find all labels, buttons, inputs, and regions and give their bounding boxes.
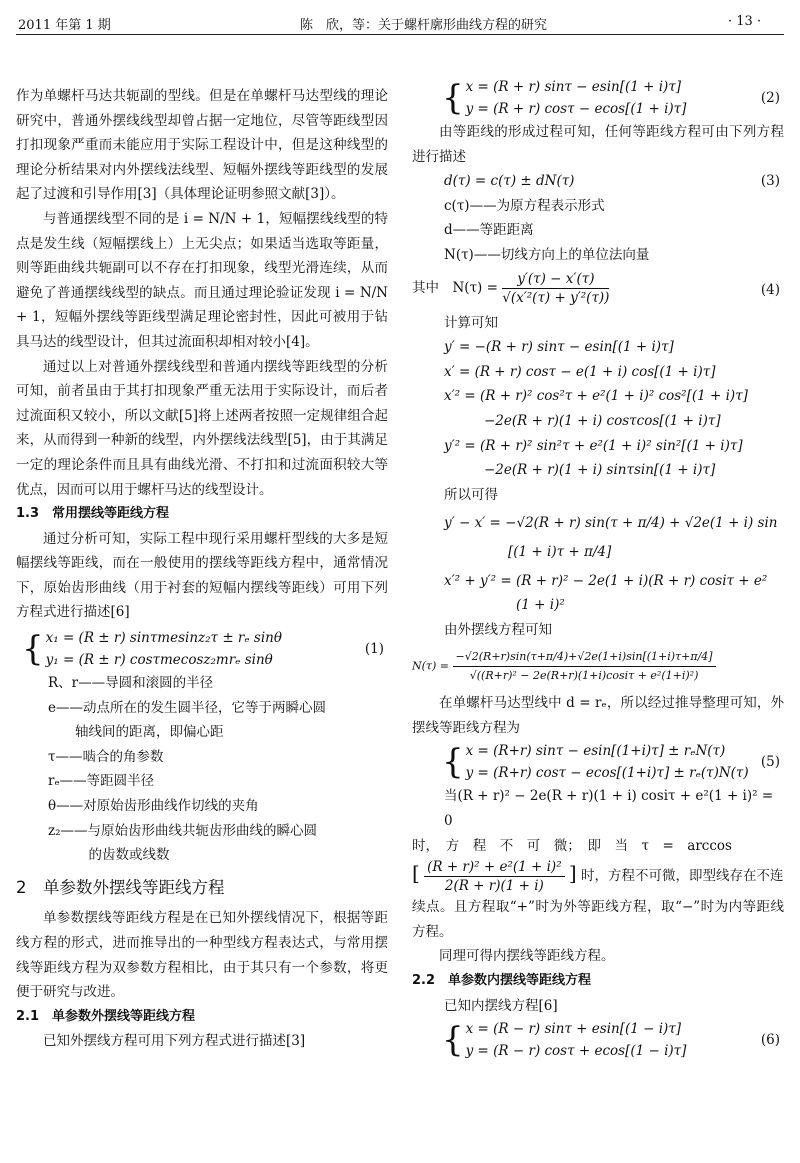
section-heading-2: 2 单参数外摆线等距线方程 xyxy=(16,877,225,897)
equation-2 xyxy=(442,76,784,120)
definition: θ——对原始齿形曲线作切线的夹角 xyxy=(48,798,259,815)
symbol-definitions xyxy=(412,194,784,268)
equation-4 xyxy=(412,270,784,307)
derivation-line: (1 + i)² xyxy=(516,597,565,614)
numerator: (R + r)² + e²(1 + i)² xyxy=(424,858,565,877)
symbol-definitions xyxy=(16,671,388,868)
condition-line: 时， 方 程 不 可 微； 即 当 τ = arccos xyxy=(412,837,732,854)
brace: { xyxy=(22,629,44,670)
definition: R、r——导圆和滚圆的半径 xyxy=(48,675,214,692)
condition-text: 时，方程不可微，即型线存在不连 xyxy=(581,868,784,885)
derivation-line: y′ = −(R + r) sinτ − esin[(1 + i)τ] xyxy=(444,339,674,356)
label: 计算可知 xyxy=(444,314,498,331)
label: 由外摆线方程可知 xyxy=(444,621,552,638)
journal-issue: 2011 年第 1 期 xyxy=(18,18,111,33)
brace: { xyxy=(442,78,464,118)
section-heading-2-1: 2.1 单参数外摆线等距线方程 xyxy=(16,1008,196,1024)
equation-lead: 其中 N(τ) = xyxy=(412,279,498,296)
paragraph: 单参数摆线等距线方程是在已知外摆线情况下，根据等距线方程的形式，进而推导出的一种型线方程表达式，与常用摆线等距线方程为双参数方程相比，由于其只有一个参数，将更便于研究与改进。 xyxy=(16,910,388,1001)
definition: d——等距距离 xyxy=(444,222,534,239)
definition: N(τ)——切线方向上的单位法向量 xyxy=(444,246,650,263)
equation-line: x = (R+r) sinτ − esin[(1+i)τ] ± rₑN(τ) xyxy=(465,743,726,760)
equation-line: y = (R + r) cosτ − ecos[(1 + i)τ] xyxy=(465,101,687,117)
right-column xyxy=(412,78,784,1062)
paragraph: 通过以上对普通外摆线线型和普通内摆线等距线型的分析可知，前者虽由于其打扣现象严重无法用于实际设计，而后者过流面积又较小，所以文献[5]将上述两者按照一定规律组合起来，从而得到一种新的线型，内外摆线法线型[5]，由于其满足一定的理论条件而且具有曲线光滑、不打扣和过流面积较大等优点，因而可以用于螺杆马达的线型设计。 xyxy=(16,358,388,498)
equation-5 xyxy=(442,740,784,784)
equation-number: (3) xyxy=(760,173,780,190)
equation-number: (2) xyxy=(760,90,780,106)
numerator: y′(τ) − x′(τ) xyxy=(502,270,609,289)
derivation-line: y′² = (R + r)² sin²τ + e²(1 + i)² sin²[(1 + i)τ] xyxy=(444,437,743,454)
derivation-line: y′ − x′ = −√2(R + r) sin(τ + π/4) + √2e(1 + i) sin xyxy=(444,515,778,532)
derivation-line: x′ = (R + r) cosτ − e(1 + i) cos[(1 + i)τ] xyxy=(444,363,716,380)
paragraph: 由等距线的形成过程可知，任何等距线方程可由下列方程进行描述 xyxy=(412,124,784,165)
page-header xyxy=(0,10,800,36)
derivation-line: x′² + y′² = (R + r)² − 2e(1 + i)(R + r) cosiτ + e² xyxy=(444,572,768,589)
paragraph: 已知外摆线方程可用下列方程式进行描述[3] xyxy=(43,1033,306,1050)
paragraph: 在单螺杆马达型线中 d = rₑ，所以经过推导整理可知，外摆线等距线方程为 xyxy=(412,695,784,736)
derivation-line: x′² = (R + r)² cos²τ + e²(1 + i)² cos²[(1 + i)τ] xyxy=(444,388,748,405)
definition: 的齿数或线数 xyxy=(48,847,170,864)
denominator: √(x′²(τ) + y′²(τ)) xyxy=(502,289,610,306)
derivation-line: −2e(R + r)(1 + i) sinτsin[(1 + i)τ] xyxy=(484,462,716,479)
equation-n-tau xyxy=(412,648,784,685)
equation-line: y = (R+r) cosτ − ecos[(1+i)τ] ± rₑ(τ)N(τ) xyxy=(465,765,749,782)
page-number: · 13 · xyxy=(728,14,762,29)
label: 所以可得 xyxy=(444,486,498,503)
fraction xyxy=(502,270,609,307)
definition: c(τ)——为原方程表示形式 xyxy=(444,197,605,214)
definition: τ——啮合的角参数 xyxy=(48,748,164,765)
derivation-line: [(1 + i)τ + π/4] xyxy=(508,543,612,560)
running-title: 陈 欣，等：关于螺杆廓形曲线方程的研究 xyxy=(300,18,548,33)
paragraph: 作为单螺杆马达共轭副的型线。但是在单螺杆马达型线的理论研究中，普通外摆线线型却曾占据一定地位，尽管等距线型因打扣现象严重而未能应用于实际工程设计中，但是这种线型的理论分析结果对内外摆线法线型、短幅外摆线等距线型的发展起了过渡和引导作用[3]（具体理论证明参照文献[3]）。 xyxy=(16,88,388,203)
brace: { xyxy=(442,1020,464,1061)
equation-number: (6) xyxy=(760,1032,780,1049)
bracket: [ xyxy=(412,861,420,886)
equation-line: y₁ = (R ± r) cosτmecosz₂mrₑ sinθ xyxy=(45,652,273,669)
equation-number: (1) xyxy=(364,641,384,658)
definition: rₑ——等距圆半径 xyxy=(48,773,155,790)
equation-number: (5) xyxy=(760,754,780,771)
denominator: 2(R + r)(1 + i) xyxy=(444,878,544,895)
definition: e——动点所在的发生圆半径，它等于两瞬心圆 xyxy=(48,699,326,716)
equation-6 xyxy=(442,1018,784,1062)
definition: 轴线间的距离，即偏心距 xyxy=(48,724,224,741)
equation-3 xyxy=(412,169,784,194)
numerator: −√2(R+r)sin(τ+π/4)+√2e(1+i)sin[(1+i)τ+π/4] xyxy=(453,648,716,667)
section-heading-1-3: 1.3 常用摆线等距线方程 xyxy=(16,506,170,522)
equation-line: x₁ = (R ± r) sinτmesinz₂τ ± rₑ sinθ xyxy=(45,630,282,647)
denominator: √((R+r)² − 2e(R+r)(1+i)cosiτ + e²(1+i)²) xyxy=(469,669,699,683)
equation-1 xyxy=(22,627,388,671)
equation-line: x = (R − r) sinτ + esin[(1 − i)τ] xyxy=(465,1021,682,1038)
header-rule xyxy=(16,34,784,35)
equation-line: d(τ) = c(τ) ± dN(τ) xyxy=(444,173,575,190)
fraction xyxy=(424,858,565,895)
paragraph: 同理可得内摆线等距线方程。 xyxy=(439,948,615,965)
section-heading-2-2: 2.2 单参数内摆线等距线方程 xyxy=(412,973,592,989)
definition: z₂——与原始齿形曲线共轭齿形曲线的瞬心圆 xyxy=(48,822,318,839)
brace: { xyxy=(442,742,464,783)
condition-line: 当(R + r)² − 2e(R + r)(1 + i) cosiτ + e²(1 + i)² = 0 xyxy=(444,788,774,830)
paragraph: 与普通摆线型不同的是 i = N/N + 1，短幅摆线线型的特点是发生线（短幅摆线上）上无尖点；如果适当选取等距量，则等距曲线共轭副可以不存在打扣现象，线型光滑连续，从而避免了普通摆线线型的缺点。而且通过理论验证发现 i = N/N + 1，短幅外摆线等距线型满足理论密封性，因此可被用于钻具马达的线型设计，但其过流面积却相对较小[4]。 xyxy=(16,210,388,350)
bracket: ] xyxy=(568,861,577,886)
equation-number: (4) xyxy=(760,281,780,298)
label: 已知内摆线方程[6] xyxy=(444,997,558,1014)
equation-line: y = (R − r) cosτ + ecos[(1 − i)τ] xyxy=(465,1043,687,1060)
equation-line: x = (R + r) sinτ − esin[(1 + i)τ] xyxy=(465,79,682,95)
derivation-line: −2e(R + r)(1 + i) cosτcos[(1 + i)τ] xyxy=(484,412,721,429)
left-column xyxy=(16,84,388,1054)
equation-lead: N(τ) = xyxy=(412,659,450,673)
paragraph: 通过分析可知，实际工程中现行采用螺杆型线的大多是短幅摆线等距线，而在一般使用的摆线等距线方程中，通常情况下，原始齿形曲线（用于衬套的短幅内摆线等距线）可用下列方程式进行描述[6] xyxy=(16,530,388,621)
paragraph: 续点。且方程取“+”时为外等距线方程，取“−”时为内等距线方程。 xyxy=(412,899,784,940)
condition-fraction-line xyxy=(412,858,784,895)
fraction xyxy=(453,648,716,685)
